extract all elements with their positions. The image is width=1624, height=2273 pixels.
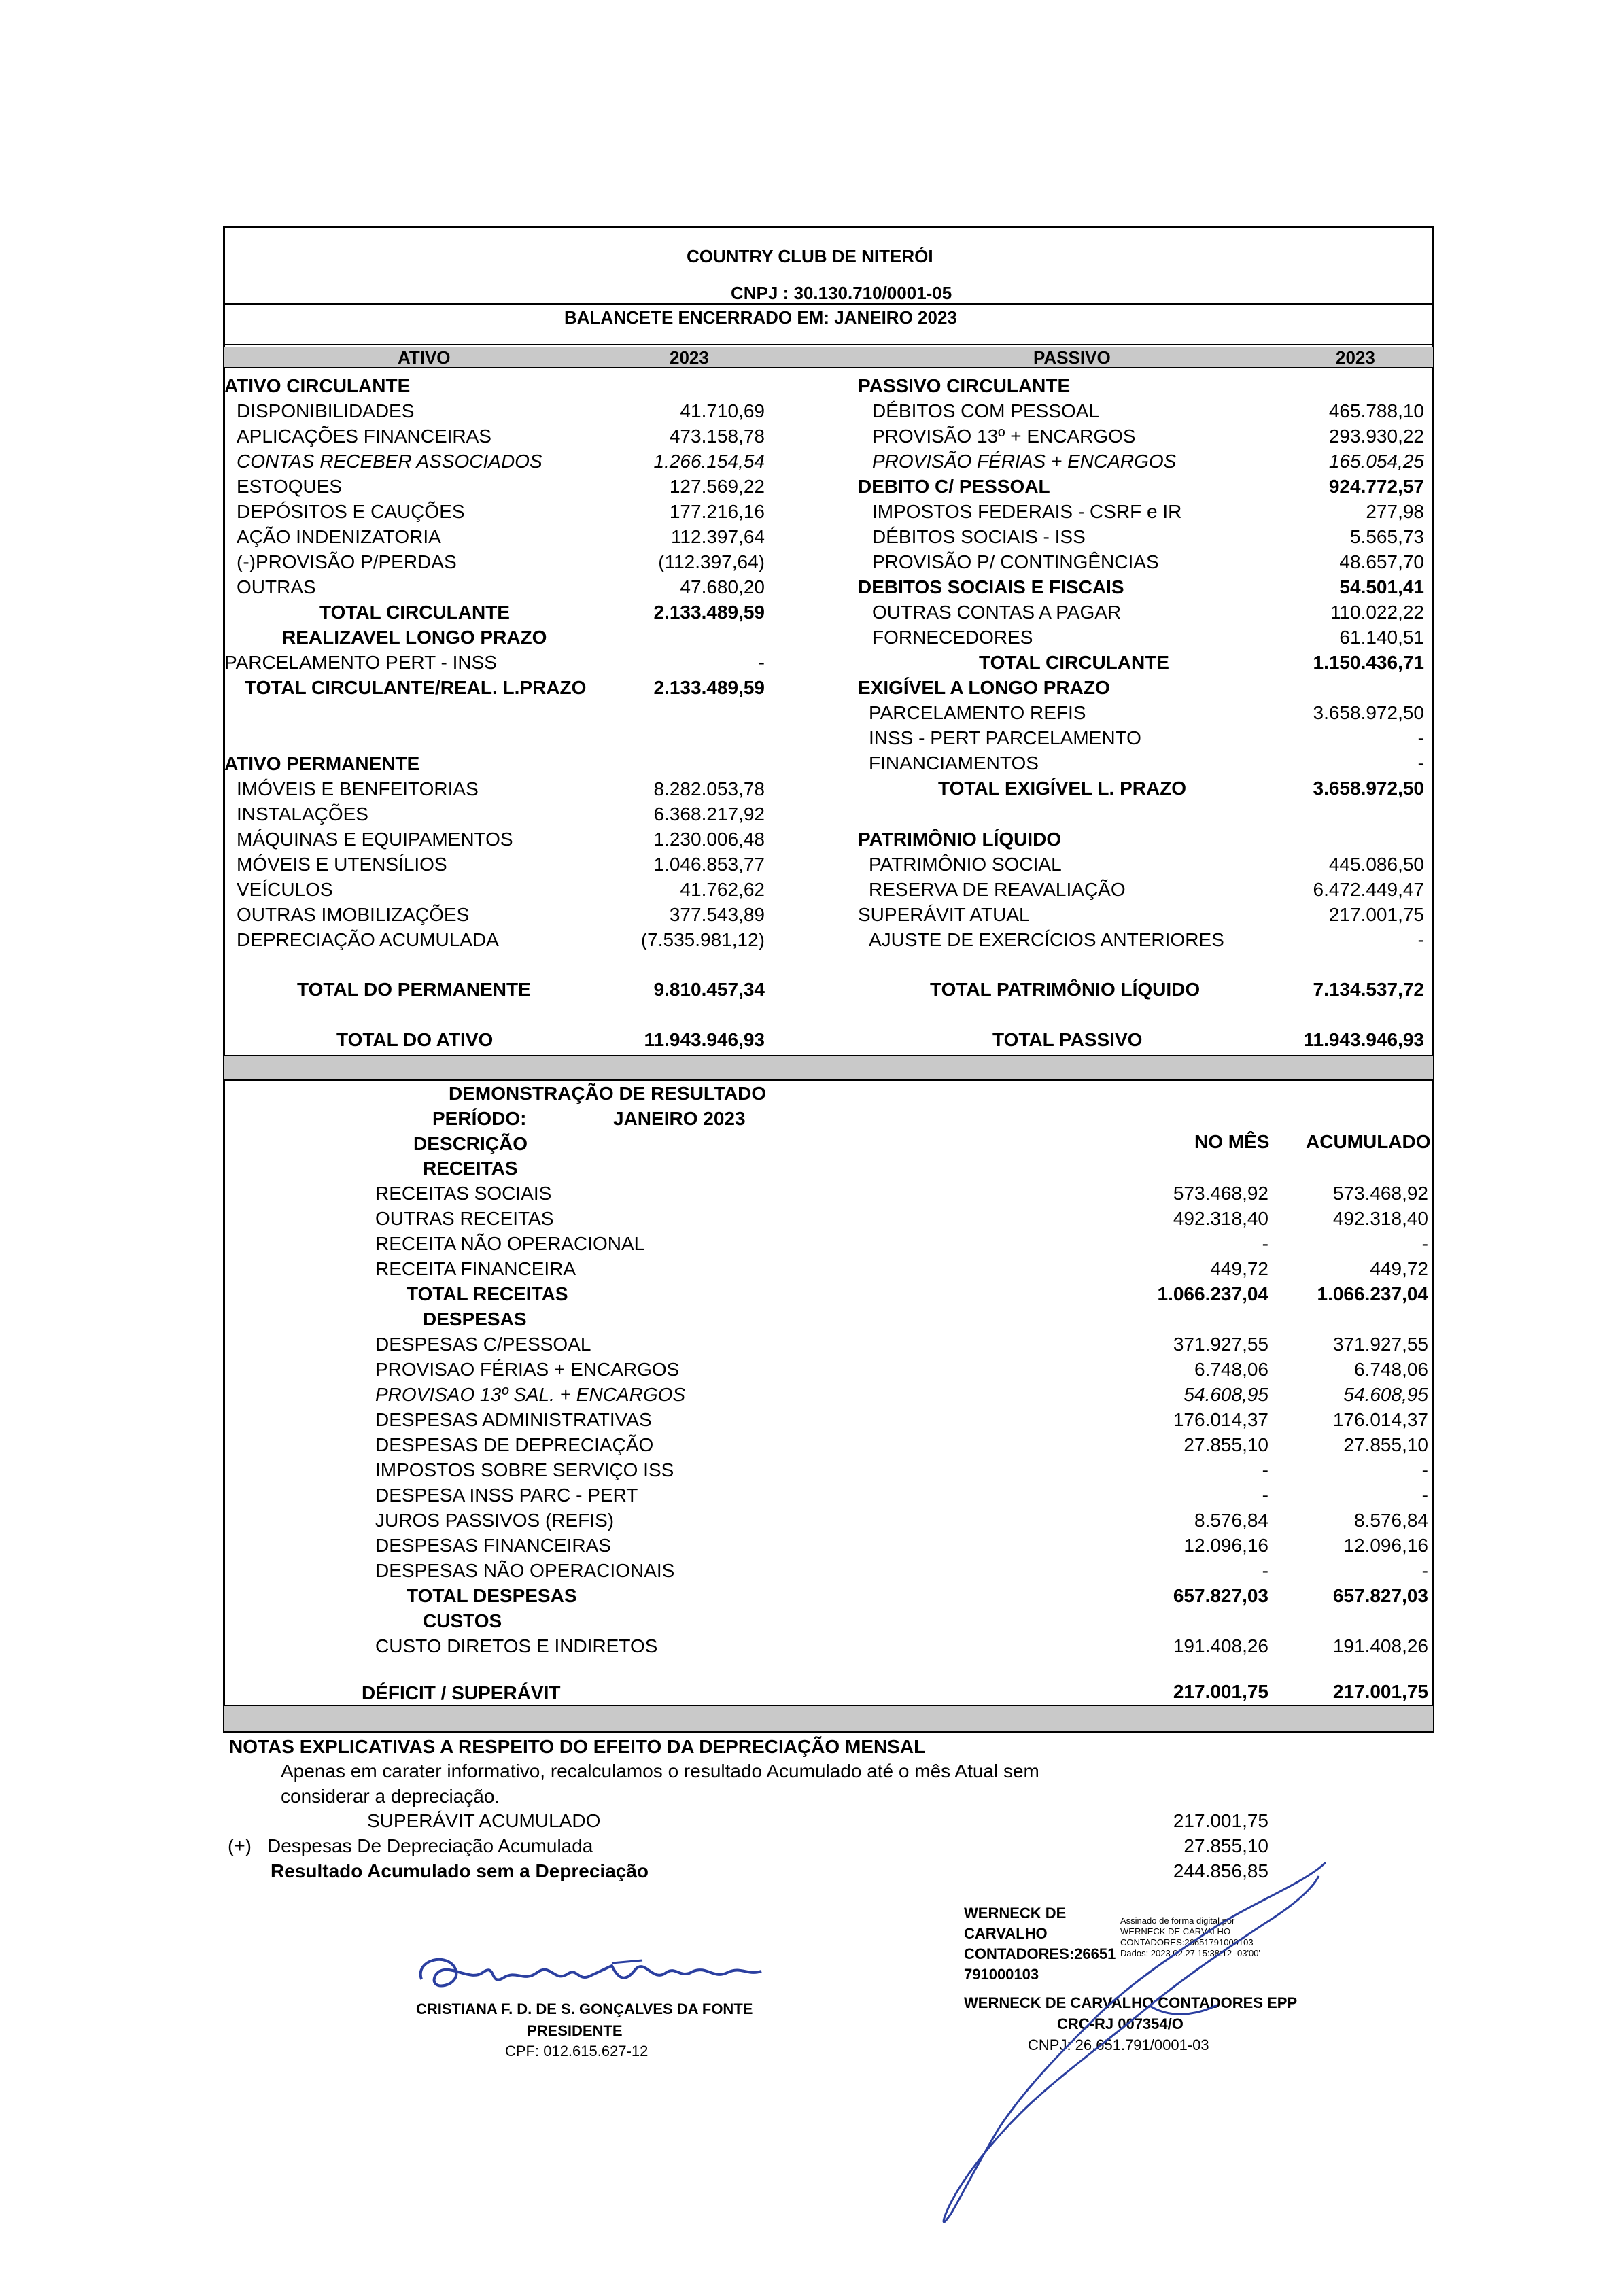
dre-row-month: 12.096,16 xyxy=(1184,1535,1268,1556)
passivo-row-value: 465.788,10 xyxy=(1328,400,1424,421)
ativo-row-label: DEPRECIAÇÃO ACUMULADA xyxy=(237,929,499,950)
dre-row-acc: 371.927,55 xyxy=(1332,1334,1428,1355)
notes-sup-value: 217.001,75 xyxy=(1173,1810,1268,1831)
passivo-row-value: 48.657,70 xyxy=(1339,551,1424,572)
ativo-row-label: TOTAL DO PERMANENTE xyxy=(297,979,531,1000)
dre-row-acc: 573.468,92 xyxy=(1332,1183,1428,1204)
balance-title: BALANCETE ENCERRADO EM: JANEIRO 2023 xyxy=(564,307,957,328)
dre-row-month: 54.608,95 xyxy=(1184,1384,1268,1405)
bottom-band xyxy=(224,1706,1433,1731)
dre-row-month: 8.576,84 xyxy=(1194,1510,1268,1531)
dre-row-month: - xyxy=(1262,1459,1268,1480)
dre-row-label: RECEITA NÃO OPERACIONAL xyxy=(375,1233,645,1254)
ativo-row-label: (-)PROVISÃO P/PERDAS xyxy=(237,551,457,572)
president-cpf: CPF: 012.615.627-12 xyxy=(505,2043,649,2060)
dre-col-month: NO MÊS xyxy=(1194,1131,1270,1152)
ativo-row-value: 2.133.489,59 xyxy=(653,677,765,698)
dre-row-label: PROVISAO FÉRIAS + ENCARGOS xyxy=(375,1359,680,1380)
ativo-row-value: 377.543,89 xyxy=(669,904,765,925)
passivo-row-label: AJUSTE DE EXERCÍCIOS ANTERIORES xyxy=(869,929,1224,950)
dre-row-month: 492.318,40 xyxy=(1173,1208,1268,1229)
ativo-row-value: (7.535.981,12) xyxy=(640,929,765,950)
passivo-row-label: DEBITOS SOCIAIS E FISCAIS xyxy=(858,576,1124,597)
passivo-row-value: 61.140,51 xyxy=(1339,627,1424,648)
passivo-row-value: - xyxy=(1417,752,1424,774)
passivo-row-label: EXIGÍVEL A LONGO PRAZO xyxy=(858,677,1110,698)
dre-row-month: 449,72 xyxy=(1210,1258,1268,1279)
dre-separator-band xyxy=(224,1056,1433,1079)
dre-row-acc: - xyxy=(1421,1485,1428,1506)
passivo-row-label: PATRIMÔNIO LÍQUIDO xyxy=(858,829,1062,850)
dre-row-month: 657.827,03 xyxy=(1173,1585,1268,1606)
dre-row-label: TOTAL DESPESAS xyxy=(407,1585,577,1606)
firm-crc: CRC-RJ 007354/O xyxy=(1057,2015,1184,2032)
passivo-row-label: DEBITO C/ PESSOAL xyxy=(858,476,1050,497)
dre-row-month: - xyxy=(1262,1560,1268,1581)
dre-row-label: DESPESAS C/PESSOAL xyxy=(375,1334,591,1355)
notes-dep-label: Despesas De Depreciação Acumulada xyxy=(267,1835,593,1856)
ativo-row-value: (112.397,64) xyxy=(658,551,765,572)
ativo-row-label: TOTAL CIRCULANTE xyxy=(319,602,510,623)
header-divider-2 xyxy=(223,344,1434,345)
dre-row-acc: 1.066.237,04 xyxy=(1317,1283,1428,1304)
col-passivo-year: 2023 xyxy=(1336,347,1375,368)
ativo-row-label: APLICAÇÕES FINANCEIRAS xyxy=(237,426,491,447)
ativo-row-label: OUTRAS xyxy=(237,576,316,597)
dre-top-line xyxy=(223,1079,1434,1081)
ativo-row-value: 41.710,69 xyxy=(680,400,765,421)
passivo-row-label: FINANCIAMENTOS xyxy=(869,752,1039,774)
passivo-row-label: TOTAL EXIGÍVEL L. PRAZO xyxy=(938,778,1187,799)
passivo-row-value: 3.658.972,50 xyxy=(1313,702,1424,723)
dre-row-label: CUSTOS xyxy=(423,1610,502,1631)
dre-row-month: - xyxy=(1262,1485,1268,1506)
passivo-row-label: PASSIVO CIRCULANTE xyxy=(858,375,1071,396)
ativo-row-label: PARCELAMENTO PERT - INSS xyxy=(224,652,497,673)
dre-row-month: 6.748,06 xyxy=(1194,1359,1268,1380)
passivo-row-label: PROVISÃO 13º + ENCARGOS xyxy=(872,426,1136,447)
passivo-row-value: 293.930,22 xyxy=(1328,426,1424,447)
ativo-row-label: TOTAL DO ATIVO xyxy=(336,1029,494,1050)
accountant-signature-scribble xyxy=(925,1849,1332,2229)
digital-signer-4: 791000103 xyxy=(964,1966,1039,1983)
ativo-row-value: 11.943.946,93 xyxy=(644,1029,765,1050)
notes-title: NOTAS EXPLICATIVAS A RESPEITO DO EFEITO DA DEPRECIAÇÃO MENSAL xyxy=(229,1736,926,1757)
col-ativo: ATIVO xyxy=(398,347,451,368)
ativo-row-value: 1.266.154,54 xyxy=(653,451,765,472)
dre-row-acc: - xyxy=(1421,1459,1428,1480)
passivo-row-label: INSS - PERT PARCELAMENTO xyxy=(869,727,1141,748)
dre-row-acc: - xyxy=(1421,1560,1428,1581)
ativo-row-value: 9.810.457,34 xyxy=(653,979,765,1000)
ativo-row-value: 1.230.006,48 xyxy=(653,829,765,850)
ativo-row-label: ESTOQUES xyxy=(237,476,343,497)
dre-row-acc: 6.748,06 xyxy=(1354,1359,1428,1380)
passivo-row-label: TOTAL CIRCULANTE xyxy=(979,652,1169,673)
company-cnpj: CNPJ : 30.130.710/0001-05 xyxy=(731,283,952,303)
notes-sup-label: SUPERÁVIT ACUMULADO xyxy=(367,1810,601,1831)
dre-row-month: 1.066.237,04 xyxy=(1157,1283,1268,1304)
passivo-row-label: PROVISÃO P/ CONTINGÊNCIAS xyxy=(872,551,1159,572)
dre-row-acc: - xyxy=(1421,1233,1428,1254)
ativo-row-label: AÇÃO INDENIZATORIA xyxy=(237,526,441,547)
dre-row-acc: 12.096,16 xyxy=(1343,1535,1428,1556)
dre-desc-header: DESCRIÇÃO xyxy=(413,1133,528,1154)
president-signature-scribble xyxy=(408,1945,775,2007)
passivo-row-value: 6.472.449,47 xyxy=(1313,879,1424,900)
ativo-row-label: CONTAS RECEBER ASSOCIADOS xyxy=(237,451,542,472)
passivo-row-label: PROVISÃO FÉRIAS + ENCARGOS xyxy=(872,451,1177,472)
passivo-row-value: 217.001,75 xyxy=(1328,904,1424,925)
dre-row-acc: 492.318,40 xyxy=(1332,1208,1428,1229)
dre-row-label: DESPESAS DE DEPRECIAÇÃO xyxy=(375,1434,654,1455)
passivo-row-label: PATRIMÔNIO SOCIAL xyxy=(869,854,1062,875)
dre-title: DEMONSTRAÇÃO DE RESULTADO xyxy=(449,1083,767,1104)
ativo-row-value: - xyxy=(758,652,765,673)
ativo-row-label: IMÓVEIS E BENFEITORIAS xyxy=(237,778,479,799)
dre-row-label: JUROS PASSIVOS (REFIS) xyxy=(375,1510,615,1531)
ativo-row-value: 6.368.217,92 xyxy=(653,803,765,825)
col-ativo-year: 2023 xyxy=(670,347,709,368)
passivo-row-value: 3.658.972,50 xyxy=(1313,778,1424,799)
passivo-row-value: 924.772,57 xyxy=(1328,476,1424,497)
digital-info-3: CONTADORES:26651791000103 xyxy=(1120,1937,1254,1947)
dre-period-label: PERÍODO: xyxy=(432,1108,527,1129)
passivo-row-value: 277,98 xyxy=(1366,501,1424,522)
ativo-row-value: 41.762,62 xyxy=(680,879,765,900)
dre-row-label: DESPESAS ADMINISTRATIVAS xyxy=(375,1409,652,1430)
notes-res-value: 244.856,85 xyxy=(1173,1860,1268,1881)
col-passivo: PASSIVO xyxy=(1033,347,1111,368)
passivo-row-value: - xyxy=(1417,727,1424,748)
ativo-row-label: OUTRAS IMOBILIZAÇÕES xyxy=(237,904,470,925)
passivo-row-value: 1.150.436,71 xyxy=(1313,652,1424,673)
passivo-row-value: 11.943.946,93 xyxy=(1303,1029,1424,1050)
ativo-row-label: ATIVO PERMANENTE xyxy=(224,753,420,774)
passivo-row-label: RESERVA DE REAVALIAÇÃO xyxy=(869,879,1126,900)
firm-cnpj: CNPJ: 26.651.791/0001-03 xyxy=(1028,2036,1209,2053)
ativo-row-label: VEÍCULOS xyxy=(237,879,333,900)
notes-dep-value: 27.855,10 xyxy=(1184,1835,1268,1856)
ativo-row-label: INSTALAÇÕES xyxy=(237,803,368,825)
ativo-row-label: DISPONIBILIDADES xyxy=(237,400,415,421)
passivo-row-label: FORNECEDORES xyxy=(872,627,1033,648)
dre-row-label: DESPESAS NÃO OPERACIONAIS xyxy=(375,1560,675,1581)
dre-row-acc: 191.408,26 xyxy=(1332,1635,1428,1656)
passivo-row-label: PARCELAMENTO REFIS xyxy=(869,702,1086,723)
dre-row-month: - xyxy=(1262,1233,1268,1254)
notes-line-2: considerar a depreciação. xyxy=(281,1786,500,1807)
ativo-row-value: 8.282.053,78 xyxy=(653,778,765,799)
passivo-row-value: - xyxy=(1417,929,1424,950)
ativo-row-value: 47.680,20 xyxy=(680,576,765,597)
dre-row-label: PROVISAO 13º SAL. + ENCARGOS xyxy=(375,1384,686,1405)
dre-right-edge xyxy=(1432,1079,1433,1706)
dre-result-acc: 217.001,75 xyxy=(1332,1681,1428,1702)
ativo-row-value: 127.569,22 xyxy=(669,476,765,497)
ativo-row-label: DEPÓSITOS E CAUÇÕES xyxy=(237,501,465,522)
dre-row-acc: 449,72 xyxy=(1370,1258,1428,1279)
digital-signer-1: WERNECK DE xyxy=(964,1905,1067,1922)
dre-row-label: IMPOSTOS SOBRE SERVIÇO ISS xyxy=(375,1459,674,1480)
president-name: CRISTIANA F. D. DE S. GONÇALVES DA FONTE xyxy=(416,2000,753,2017)
dre-col-acc: ACUMULADO xyxy=(1306,1131,1431,1152)
ativo-row-label: MÓVEIS E UTENSÍLIOS xyxy=(237,854,447,875)
notes-plus: (+) xyxy=(228,1835,252,1856)
ativo-row-label: REALIZAVEL LONGO PRAZO xyxy=(282,627,547,648)
ativo-row-label: MÁQUINAS E EQUIPAMENTOS xyxy=(237,829,513,850)
dre-row-label: DESPESA INSS PARC - PERT xyxy=(375,1485,638,1506)
dre-result-label: DÉFICIT / SUPERÁVIT xyxy=(362,1682,561,1703)
dre-row-month: 371.927,55 xyxy=(1173,1334,1268,1355)
digital-info-1: Assinado de forma digital por xyxy=(1120,1915,1235,1926)
dre-period-value: JANEIRO 2023 xyxy=(613,1108,746,1129)
passivo-row-label: DÉBITOS COM PESSOAL xyxy=(872,400,1100,421)
passivo-row-label: OUTRAS CONTAS A PAGAR xyxy=(872,602,1122,623)
company-name: COUNTRY CLUB DE NITERÓI xyxy=(687,246,933,266)
digital-signer-3: CONTADORES:26651 xyxy=(964,1945,1116,1962)
ativo-row-label: TOTAL CIRCULANTE/REAL. L.PRAZO xyxy=(245,677,587,698)
passivo-row-label: SUPERÁVIT ATUAL xyxy=(858,904,1030,925)
dre-row-month: 27.855,10 xyxy=(1184,1434,1268,1455)
ativo-row-value: 1.046.853,77 xyxy=(653,854,765,875)
dre-row-label: OUTRAS RECEITAS xyxy=(375,1208,554,1229)
president-role: PRESIDENTE xyxy=(527,2022,623,2039)
dre-row-month: 191.408,26 xyxy=(1173,1635,1268,1656)
digital-info-4: Dados: 2023.02.27 15:38:12 -03'00' xyxy=(1120,1948,1260,1958)
passivo-row-value: 7.134.537,72 xyxy=(1313,979,1424,1000)
dre-row-label: RECEITA FINANCEIRA xyxy=(375,1258,576,1279)
dre-row-label: TOTAL RECEITAS xyxy=(407,1283,568,1304)
notes-line-1: Apenas em carater informativo, recalculamos o resultado Acumulado até o mês Atual sem xyxy=(281,1760,1039,1782)
passivo-row-value: 110.022,22 xyxy=(1330,602,1424,623)
dre-row-acc: 176.014,37 xyxy=(1332,1409,1428,1430)
dre-row-label: DESPESAS xyxy=(423,1308,527,1330)
notes-res-label: Resultado Acumulado sem a Depreciação xyxy=(271,1860,649,1881)
passivo-row-label: IMPOSTOS FEDERAIS - CSRF e IR xyxy=(872,501,1182,522)
passivo-row-value: 445.086,50 xyxy=(1328,854,1424,875)
ativo-row-value: 2.133.489,59 xyxy=(653,602,765,623)
digital-info-2: WERNECK DE CARVALHO xyxy=(1120,1926,1231,1937)
ativo-row-value: 177.216,16 xyxy=(669,501,765,522)
passivo-row-value: 5.565,73 xyxy=(1350,526,1424,547)
ativo-row-value: 473.158,78 xyxy=(669,426,765,447)
passivo-row-label: TOTAL PASSIVO xyxy=(992,1029,1143,1050)
dre-row-acc: 657.827,03 xyxy=(1332,1585,1428,1606)
passivo-row-label: TOTAL PATRIMÔNIO LÍQUIDO xyxy=(930,979,1200,1000)
dre-row-acc: 27.855,10 xyxy=(1343,1434,1428,1455)
dre-row-acc: 8.576,84 xyxy=(1354,1510,1428,1531)
dre-row-label: CUSTO DIRETOS E INDIRETOS xyxy=(375,1635,658,1656)
dre-row-label: DESPESAS FINANCEIRAS xyxy=(375,1535,611,1556)
digital-signer-2: CARVALHO xyxy=(964,1925,1048,1942)
dre-row-acc: 54.608,95 xyxy=(1343,1384,1428,1405)
dre-row-month: 573.468,92 xyxy=(1173,1183,1268,1204)
dre-row-month: 176.014,37 xyxy=(1173,1409,1268,1430)
ativo-row-label: ATIVO CIRCULANTE xyxy=(224,375,411,396)
dre-row-label: RECEITAS xyxy=(423,1158,518,1179)
passivo-row-value: 54.501,41 xyxy=(1339,576,1424,597)
passivo-row-value: 165.054,25 xyxy=(1328,451,1424,472)
dre-result-month: 217.001,75 xyxy=(1173,1681,1268,1702)
firm-name: WERNECK DE CARVALHO CONTADORES EPP xyxy=(964,1994,1298,2011)
dre-row-label: RECEITAS SOCIAIS xyxy=(375,1183,552,1204)
passivo-row-label: DÉBITOS SOCIAIS - ISS xyxy=(872,526,1086,547)
ativo-row-value: 112.397,64 xyxy=(670,526,765,547)
